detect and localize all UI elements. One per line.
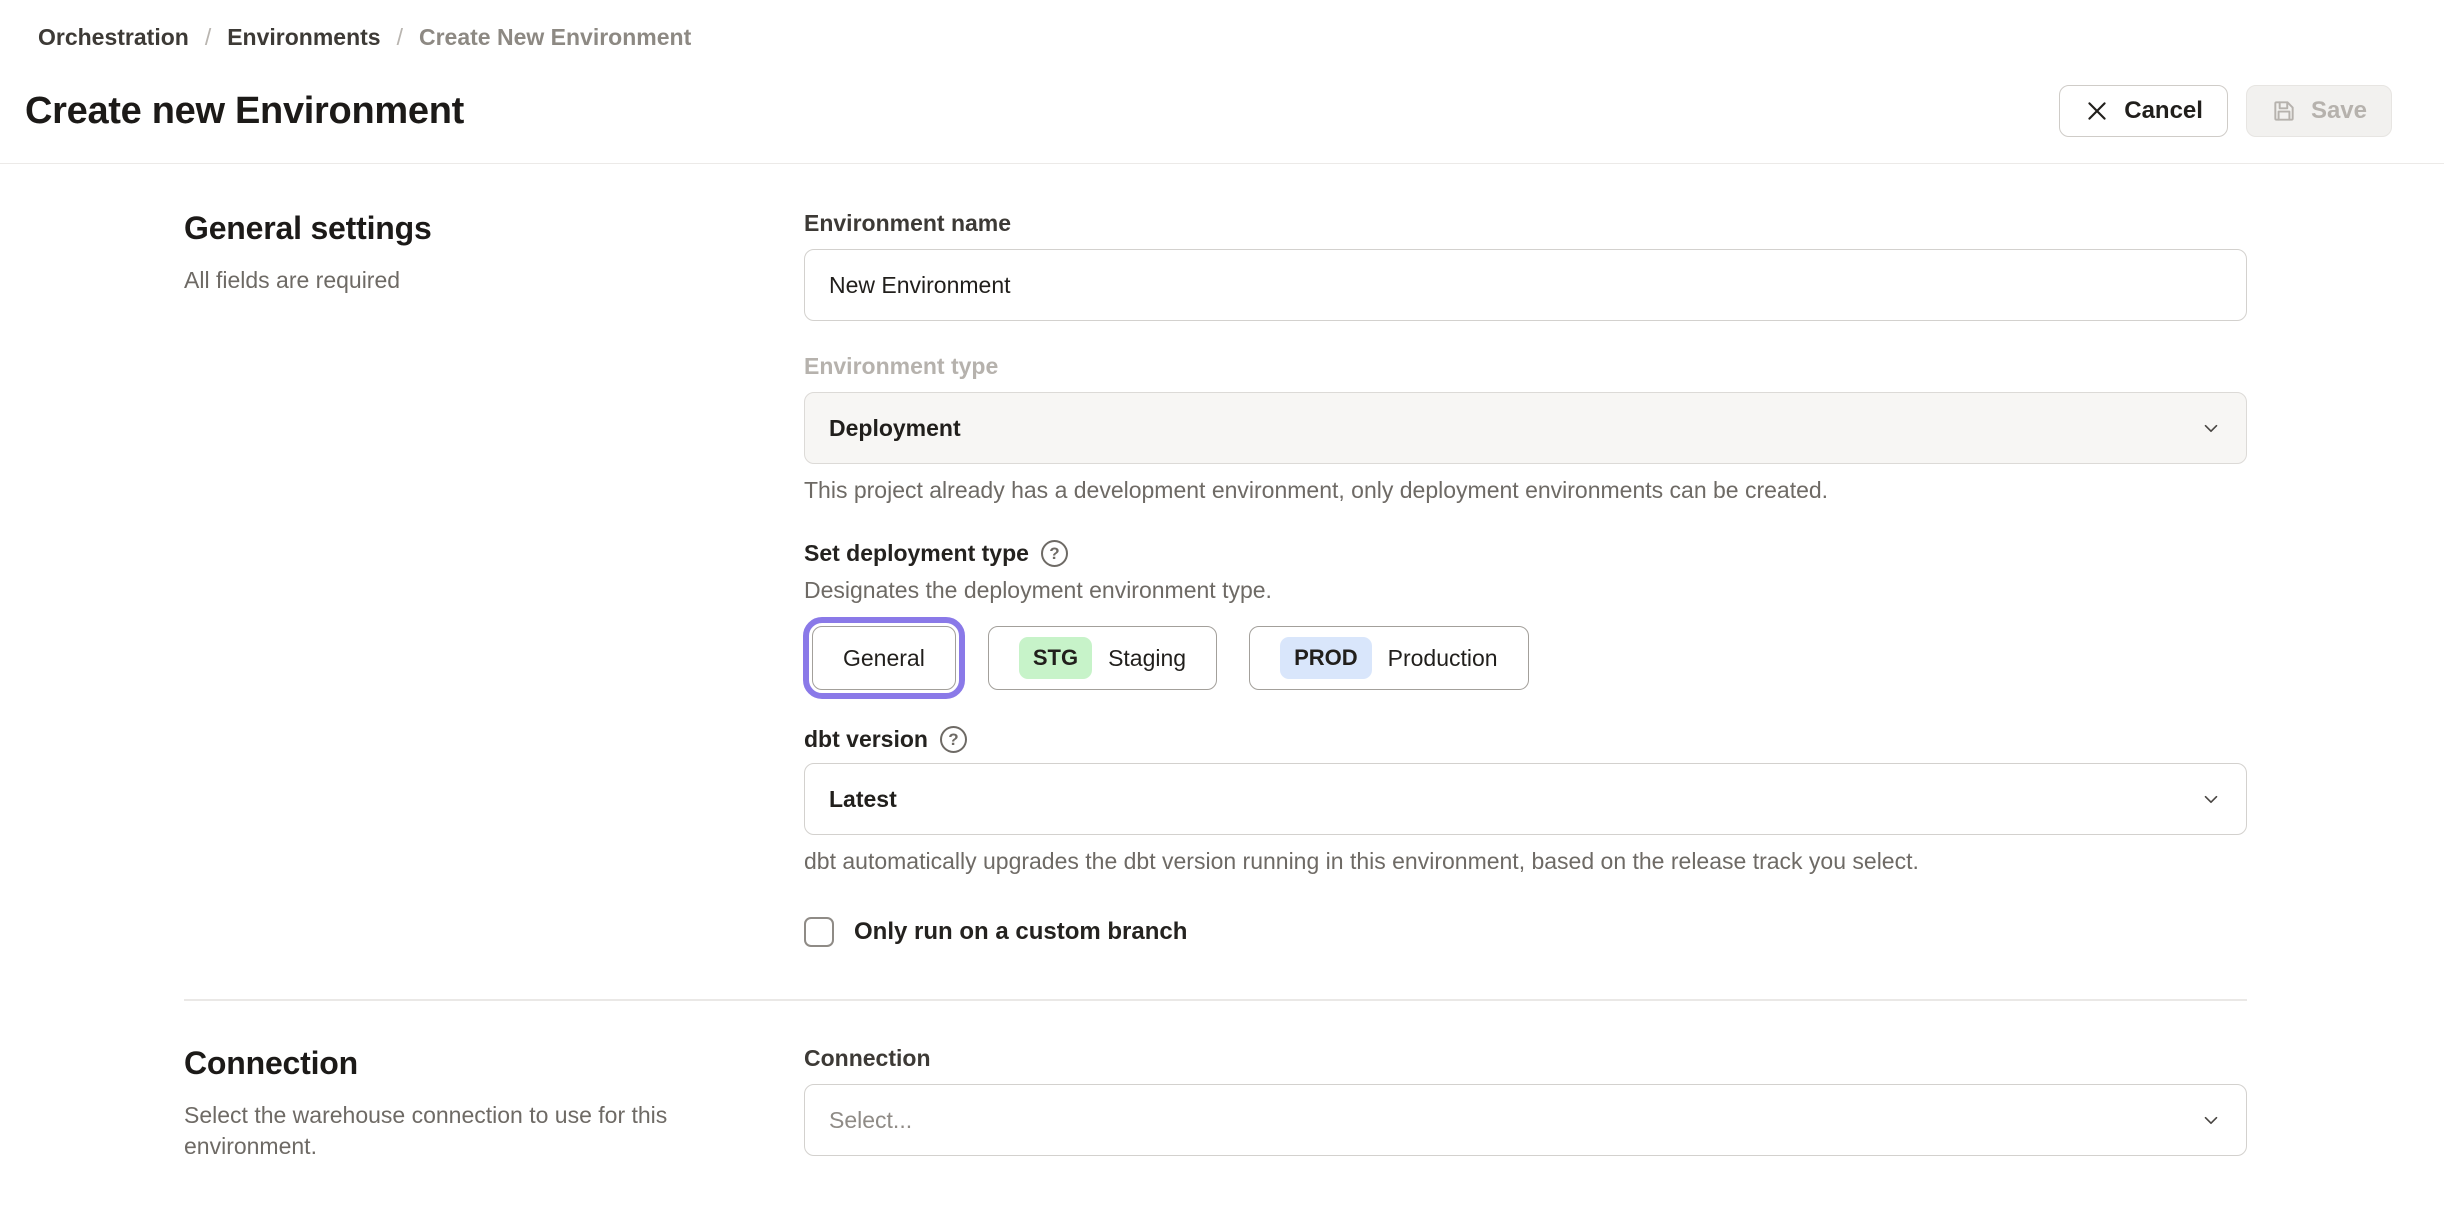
dbt-version-select[interactable] — [804, 763, 2247, 835]
general-settings-fields — [804, 210, 2247, 947]
connection-placeholder: Select... — [829, 1106, 913, 1133]
dbt-version-field — [804, 726, 2247, 875]
environment-type-value: Deployment — [829, 414, 961, 441]
save-label: Save — [2310, 97, 2367, 124]
help-icon[interactable]: ? — [1041, 540, 1068, 567]
general-settings-subheading: All fields are required — [184, 267, 401, 293]
environment-name-label: Environment name — [804, 210, 1012, 236]
breadcrumb-item-current: Create New Environment — [418, 24, 692, 50]
title-row — [0, 51, 2444, 163]
production-option-label: Production — [1387, 644, 1498, 671]
chevron-down-icon — [2200, 1109, 2222, 1131]
breadcrumb-item-environments[interactable]: Environments — [227, 24, 381, 50]
connection-field — [804, 1045, 2247, 1156]
breadcrumb — [0, 24, 2444, 51]
page-header — [0, 0, 2444, 163]
breadcrumb-item-orchestration[interactable]: Orchestration — [38, 24, 189, 50]
deployment-type-staging-button[interactable] — [988, 626, 1217, 690]
custom-branch-label[interactable]: Only run on a custom branch — [854, 918, 1188, 945]
environment-type-helper: This project already has a development environment, only deployment environments can be created. — [804, 477, 1829, 503]
breadcrumb-separator: / — [396, 24, 403, 50]
save-button[interactable] — [2246, 85, 2392, 137]
connection-section — [184, 1045, 2247, 1162]
environment-type-field — [804, 353, 2247, 504]
general-settings-heading: General settings — [184, 210, 432, 246]
environment-name-input[interactable] — [804, 249, 2247, 321]
connection-heading: Connection — [184, 1045, 358, 1081]
cancel-button[interactable] — [2059, 85, 2228, 137]
general-settings-section — [184, 210, 2247, 947]
environment-type-select — [804, 392, 2247, 464]
environment-type-label: Environment type — [804, 353, 999, 379]
production-badge: PROD — [1280, 637, 1372, 679]
connection-label: Connection — [804, 1045, 931, 1071]
chevron-down-icon — [2200, 788, 2222, 810]
save-icon — [2271, 98, 2297, 124]
connection-subheading: Select the warehouse connection to use for this environment. — [184, 1102, 668, 1160]
section-divider — [184, 999, 2247, 1001]
custom-branch-checkbox[interactable] — [804, 917, 834, 947]
deployment-type-production-button[interactable] — [1249, 626, 1529, 690]
help-icon[interactable]: ? — [940, 726, 967, 753]
header-actions — [2059, 85, 2392, 137]
environment-name-field — [804, 210, 2247, 321]
connection-intro — [184, 1045, 804, 1162]
dbt-version-helper: dbt automatically upgrades the dbt version running in this environment, based on the release track you select. — [804, 848, 1919, 874]
close-icon — [2084, 98, 2110, 124]
deployment-type-label: Set deployment type — [804, 540, 1029, 566]
staging-option-label: Staging — [1108, 644, 1187, 671]
breadcrumb-separator: / — [204, 24, 212, 50]
cancel-label: Cancel — [2124, 97, 2203, 124]
dbt-version-value: Latest — [829, 785, 897, 812]
general-settings-intro — [184, 210, 804, 947]
chevron-down-icon — [2200, 417, 2222, 439]
deployment-type-general-button[interactable] — [812, 626, 956, 690]
deployment-type-field — [804, 540, 2247, 690]
deployment-type-helper: Designates the deployment environment type. — [804, 577, 1272, 603]
connection-fields — [804, 1045, 2247, 1162]
custom-branch-row — [804, 917, 2247, 947]
deployment-type-options — [804, 626, 2247, 690]
connection-select[interactable] — [804, 1084, 2247, 1156]
staging-badge: STG — [1019, 637, 1092, 679]
dbt-version-label: dbt version — [804, 726, 928, 752]
main-content — [184, 164, 2247, 1162]
page-title: Create new Environment — [25, 89, 464, 132]
general-option-label: General — [843, 644, 925, 671]
